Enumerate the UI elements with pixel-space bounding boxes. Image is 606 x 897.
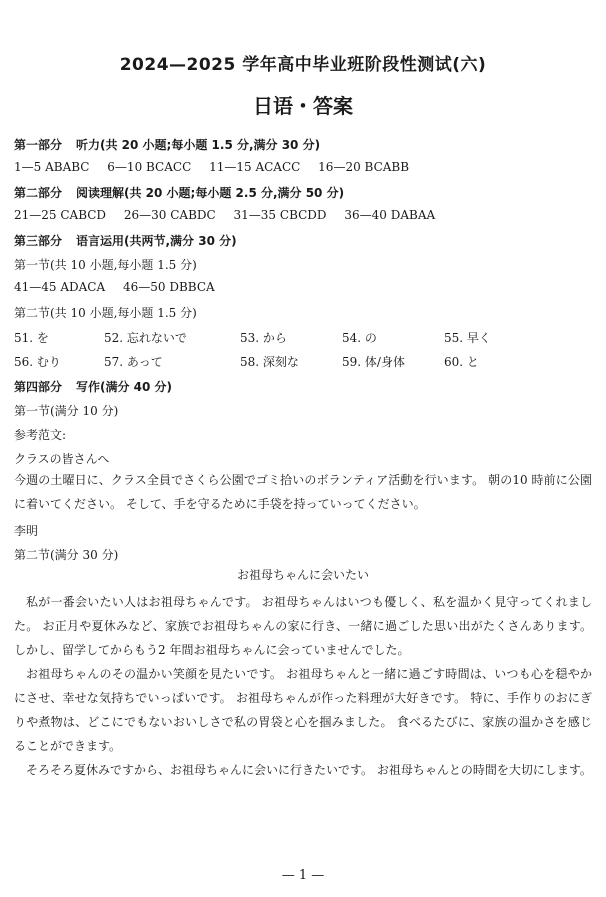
part3-heading-text: 语言运用(共两节,满分 30 分)	[76, 234, 237, 248]
fill-answer: 53. から	[240, 331, 287, 345]
letter-greeting: クラスの皆さんへ	[14, 452, 110, 466]
part3-heading	[14, 232, 594, 249]
essay-paragraph: お祖母ちゃんのその温かい笑顔を見たいです。 お祖母ちゃんと一緒に過ごす時間は、いつも心を穏やかにさせ、幸せな気持ちでいっぱいです。 お祖母ちゃんが作った料理が大好きです。 特に、手作りのおにぎりや煮物は、どこにでもないおいしさで私の胃袋と心を掴みました。 食べるたびに、家族の温かさを感じることができます。	[14, 667, 592, 753]
answer-group: 6—10 BCACC	[107, 160, 192, 174]
part4-heading	[14, 378, 594, 395]
fill-answer: 60. と	[444, 355, 479, 369]
part3-section1-answers	[14, 280, 594, 294]
part3-section2-label: 第二节(共 10 小题,每小题 1.5 分)	[14, 306, 197, 320]
fill-answer: 57. あって	[104, 355, 163, 369]
answer-group: 46—50 DBBCA	[122, 280, 215, 294]
fill-answer: 58. 深刻な	[240, 355, 299, 369]
part1-heading-text: 听力(共 20 小题;每小题 1.5 分,满分 30 分)	[76, 138, 321, 152]
fill-answer: 55. 早く	[444, 331, 491, 345]
part4-heading-num: 第四部分	[14, 380, 63, 394]
part4-section1-label: 第一节(满分 10 分)	[14, 404, 119, 418]
essay-paragraph: 私が一番会いたい人はお祖母ちゃんです。 お祖母ちゃんはいつも優しく、私を温かく見守ってくれました。 お正月や夏休みなど、家族でお祖母ちゃんの家に行き、一緒に過ごした思い出がたくさんあります。しかし、留学してからもう2 年間お祖母ちゃんに会っていませんでした。	[14, 595, 592, 657]
part3-heading-num: 第三部分	[14, 234, 63, 248]
part2-heading-num: 第二部分	[14, 186, 63, 200]
answer-group: 36—40 DABAA	[344, 208, 436, 222]
part4-section2-label: 第二节(满分 30 分)	[14, 548, 119, 562]
answer-group: 31—35 CBCDD	[233, 208, 327, 222]
exam-subtitle: 日语・答案	[253, 94, 353, 118]
answer-group: 21—25 CABCD	[14, 208, 107, 222]
part1-answers	[14, 160, 594, 174]
essay-title: お祖母ちゃんに会いたい	[236, 568, 369, 582]
part1-heading	[14, 136, 594, 153]
part2-heading-text: 阅读理解(共 20 小题;每小题 2.5 分,满分 50 分)	[76, 186, 345, 200]
fill-answer: 56. むり	[14, 355, 61, 369]
answer-group: 16—20 BCABB	[318, 160, 410, 174]
part2-answers	[14, 208, 594, 222]
fill-answer: 51. を	[14, 331, 49, 345]
answer-group: 11—15 ACACC	[209, 160, 301, 174]
part4-heading-text: 写作(满分 40 分)	[76, 380, 173, 394]
part3-section1-label: 第一节(共 10 小题,每小题 1.5 分)	[14, 258, 197, 272]
essay-paragraph: そろそろ夏休みですから、お祖母ちゃんに会いに行きたいです。 お祖母ちゃんとの時間を大切にします。	[26, 763, 592, 777]
answer-group: 41—45 ADACA	[14, 280, 106, 294]
page-number: — 1 —	[281, 868, 325, 883]
fill-answer: 59. 体/身体	[342, 355, 405, 369]
part1-heading-num: 第一部分	[14, 138, 63, 152]
exam-title: 2024—2025 学年高中毕业班阶段性测试(六)	[119, 55, 487, 75]
answer-group: 1—5 ABABC	[14, 160, 90, 174]
letter-body: 今週の土曜日に、クラス全員でさくら公園でゴミ拾いのボランティア活動を行います。 朝の10 時前に公園に着いてください。 そして、手を守るために手袋を持っていってください。	[14, 473, 592, 511]
part2-heading	[14, 184, 594, 201]
answer-group: 26—30 CABDC	[123, 208, 216, 222]
fill-answer: 52. 忘れないで	[104, 331, 187, 345]
sample-label: 参考范文:	[14, 428, 67, 442]
letter-signature: 李明	[14, 524, 39, 538]
fill-answer: 54. の	[342, 331, 377, 345]
